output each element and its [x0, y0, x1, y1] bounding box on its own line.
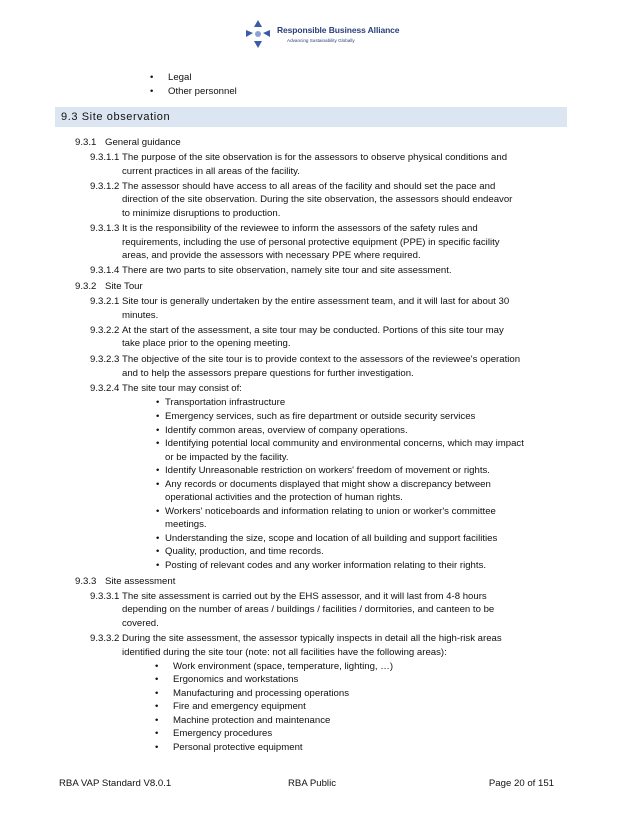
section-title: Site observation: [81, 111, 171, 123]
clause-text: current practices in all areas of the facility.: [122, 166, 300, 177]
clause-number: 9.3.1.3: [90, 223, 120, 234]
clause-number: 9.3.2.3: [90, 354, 120, 365]
list-item: • Ergonomics and workstations: [173, 673, 298, 687]
clause-text: At the start of the assessment, a site tour may be conducted. Portions of this site tour may: [122, 325, 504, 336]
list-item: • Posting of relevant codes and any worker information relating to their rights.: [165, 559, 486, 573]
footer-document-title: RBA VAP Standard V8.0.1: [59, 778, 172, 789]
list-item: • Emergency procedures: [173, 727, 272, 741]
section-heading: [61, 110, 170, 124]
clause-number: 9.3.1.1: [90, 152, 120, 163]
list-item: • Identify Unreasonable restriction on workers' freedom of movement or rights.: [165, 464, 490, 478]
logo-tagline: Advancing Sustainability Globally: [287, 38, 355, 43]
subsection-title: General guidance: [105, 137, 181, 148]
list-item: • Quality, production, and time records.: [165, 545, 324, 559]
list-item: • Transportation infrastructure: [165, 396, 285, 410]
clause-text: to minimize disruptions to production.: [122, 208, 281, 219]
subsection-number: 9.3.1: [75, 137, 97, 148]
clause-text: identified during the site tour (note: not all facilities have the following areas):: [122, 647, 447, 658]
list-item: • Workers' noticeboards and information relating to union or worker's committee: [165, 505, 496, 519]
subsection-title: Site assessment: [105, 576, 176, 587]
clause-text: covered.: [122, 618, 159, 629]
clause-text: Site tour is generally undertaken by the entire assessment team, and it will last for about 30: [122, 296, 510, 307]
list-item: • Identifying potential local community and environmental concerns, which may impact: [165, 437, 524, 451]
clause-number: 9.3.3.2: [90, 633, 120, 644]
clause-text: The assessor should have access to all areas of the facility and should set the pace and: [122, 181, 496, 192]
list-item: • Identify common areas, overview of company operations.: [165, 424, 408, 438]
clause-text: The site tour may consist of:: [122, 383, 242, 394]
clause-text: take place prior to the opening meeting.: [122, 338, 291, 349]
clause-number: 9.3.2.2: [90, 325, 120, 336]
list-item-continuation: or be impacted by the facility.: [165, 452, 289, 463]
clause-number: 9.3.2.4: [90, 383, 120, 394]
list-item: • Other personnel: [168, 85, 237, 99]
clause-text: areas, and provide the assessors with necessary PPE where required.: [122, 250, 421, 261]
clause-text: The objective of the site tour is to provide context to the assessors of the reviewee's operation: [122, 354, 521, 365]
footer-page-number: Page 20 of 151: [488, 778, 554, 789]
subsection-number: 9.3.3: [75, 576, 97, 587]
logo-name: Responsible Business Alliance: [277, 25, 400, 35]
list-item: • Understanding the size, scope and location of all building and support facilities: [165, 532, 497, 546]
clause-text: The purpose of the site observation is for the assessors to observe physical conditions and: [122, 152, 508, 163]
clause-text: The site assessment is carried out by the EHS assessor, and it will last from 4-8 hours: [122, 591, 487, 602]
clause-text: It is the responsibility of the reviewee to inform the assessors of the safety rules and: [122, 223, 478, 234]
clause-text: There are two parts to site observation, namely site tour and site assessment.: [122, 265, 452, 276]
list-item: • Work environment (space, temperature, lighting, …): [173, 660, 393, 674]
subsection-number: 9.3.2: [75, 281, 97, 292]
list-item: • Machine protection and maintenance: [173, 714, 330, 728]
clause-text: direction of the site observation. During the site observation, the assessors should endeavor: [122, 194, 513, 205]
footer-classification: RBA Public: [288, 778, 336, 789]
list-item-continuation: meetings.: [165, 519, 207, 530]
clause-number: 9.3.2.1: [90, 296, 120, 307]
clause-text: During the site assessment, the assessor typically inspects in detail all the high-risk areas: [122, 633, 502, 644]
clause-text: minutes.: [122, 310, 159, 321]
clause-number: 9.3.1.2: [90, 181, 120, 192]
clause-text: requirements, including the use of personal protective equipment (PPE) in specific facility: [122, 237, 500, 248]
section-number: 9.3: [61, 111, 79, 123]
clause-number: 9.3.1.4: [90, 265, 120, 276]
list-item: • Legal: [168, 71, 191, 85]
clause-text: and to help the assessors prepare questions for further investigation.: [122, 368, 414, 379]
subsection-title: Site Tour: [105, 281, 143, 292]
list-item: • Personal protective equipment: [173, 741, 303, 755]
rba-logo: [243, 18, 400, 52]
list-item: • Fire and emergency equipment: [173, 700, 306, 714]
list-item-continuation: operational activities and the protection of human rights.: [165, 492, 403, 503]
clause-text: depending on the number of areas / buildings / facilities / dormitories, and canteen to be: [122, 604, 495, 615]
list-item: • Emergency services, such as fire department or outside security services: [165, 410, 475, 424]
clause-number: 9.3.3.1: [90, 591, 120, 602]
rba-logo-mark-icon: [243, 18, 273, 52]
list-item: • Any records or documents displayed that might show a discrepancy between: [165, 478, 491, 492]
list-item: • Manufacturing and processing operations: [173, 687, 349, 701]
